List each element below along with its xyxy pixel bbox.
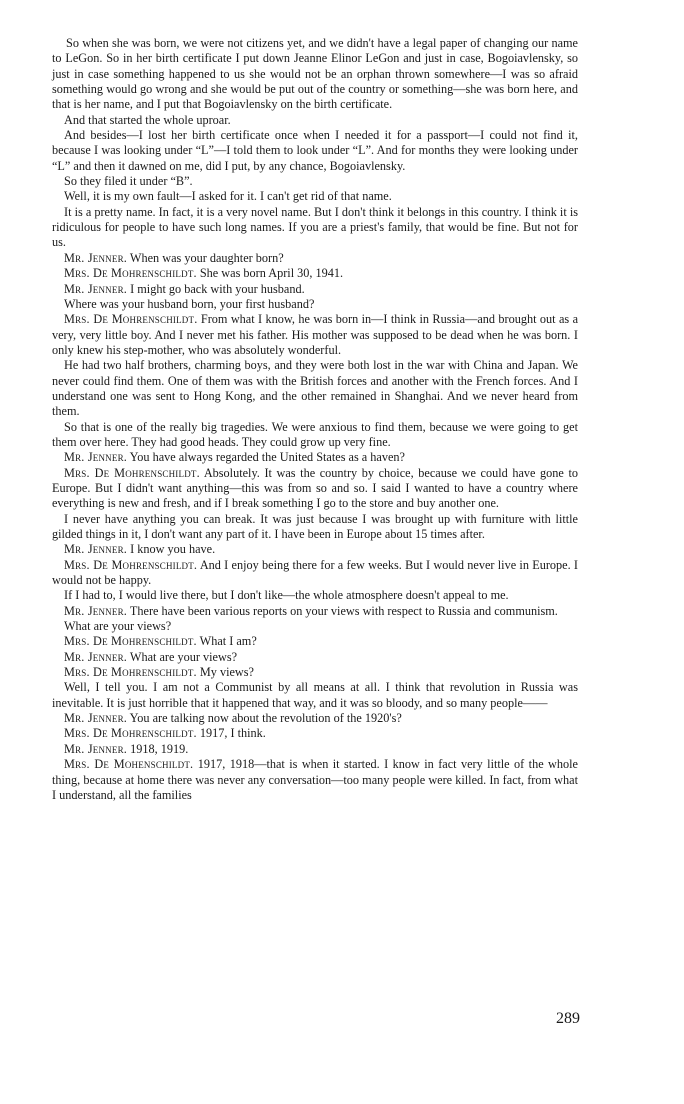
paragraph-text: Where was your husband born, your first husband? — [64, 296, 315, 311]
speaker-name: Mrs. De Mohrenschildt. — [64, 266, 197, 281]
paragraph-text: Well, I tell you. I am not a Communist by all means at all. I think that revolution in Russia was inevitable. It is just horrible that it happened that way, and it was so bloody, and so many people—— — [52, 680, 578, 710]
transcript-paragraph — [52, 128, 578, 174]
paragraph-text: It is a pretty name. In fact, it is a very novel name. But I don't think it belongs in this country. I think it is ridiculous for people to have such long names. If you are a priest's family, that would be fine. But not for us. — [52, 204, 578, 250]
transcript-paragraph — [52, 619, 578, 634]
paragraph-text: 1917, 1918—that is when it started. I know in fact very little of the whole thing, because at home there was never any conversation—too many people were killed. In fact, from what I understand, all the families — [52, 757, 578, 802]
transcript-paragraph — [52, 757, 578, 803]
paragraph-text: There have been various reports on your views with respect to Russia and communism. — [129, 603, 558, 618]
speaker-name: Mrs. De Mohrenschildt. — [64, 557, 198, 572]
transcript-paragraph — [52, 189, 578, 204]
transcript-paragraph — [52, 726, 578, 741]
speaker-name: Mrs. De Mohrenschildt. — [64, 634, 197, 649]
transcript-paragraph — [52, 205, 578, 251]
speaker-name: Mr. Jenner. — [64, 649, 128, 664]
paragraph-text: And besides—I lost her birth certificate once when I needed it for a passport—I could not find it, because I was looking under “L”—I told them to look under “L”. And for months they were looking under “L” and then it dawned on me, did I put, by any chance, Bogoiavlensky. — [52, 128, 578, 173]
transcript-paragraph — [52, 358, 578, 419]
transcript-paragraph — [52, 711, 578, 726]
transcript-paragraph — [52, 680, 578, 711]
paragraph-text: What are your views? — [64, 619, 172, 634]
transcript-paragraph — [52, 542, 578, 557]
paragraph-text: So that is one of the really big tragedies. We were anxious to find them, because we were going to get them over here. They had good heads. They could grow up very fine. — [52, 419, 578, 449]
speaker-name: Mrs. De Mohrenschildt. — [64, 312, 198, 327]
transcript-paragraph — [52, 251, 578, 266]
page-number: 289 — [556, 1010, 580, 1027]
paragraph-text: He had two half brothers, charming boys, and they were both lost in the war with China and Japan. We never could find them. One of them was with the British forces and another with the French forces. And I understand one was sent to Hong Kong, and the other remained in Shanghai. And we never heard from them. — [52, 358, 578, 419]
transcript-paragraph — [52, 512, 578, 543]
transcript-paragraph — [52, 450, 578, 465]
speaker-name: Mr. Jenner. — [64, 741, 128, 756]
transcript-paragraph — [52, 604, 578, 619]
paragraph-text: What are your views? — [129, 649, 238, 664]
transcript-paragraph — [52, 588, 578, 603]
paragraph-text: And I enjoy being there for a few weeks. But I would never live in Europe. I would not be happy. — [52, 557, 578, 588]
speaker-name: Mr. Jenner. — [64, 542, 128, 557]
paragraph-text: So they filed it under “B”. — [64, 174, 193, 189]
paragraph-text: My views? — [199, 665, 254, 680]
transcript-paragraph — [52, 634, 578, 649]
paragraph-text: I never have anything you can break. It was just because I was brought up with furniture with little gilded things in it, I don't want any part of it. I have been in Europe about 15 times after. — [52, 511, 578, 541]
paragraph-text: And that started the whole uproar. — [64, 112, 231, 127]
paragraph-text: From what I know, he was born in—I think in Russia—and brought out as a very, very little boy. And I never met his father. His mother was supposed to be dead when he was born. I only knew his step-mother, who was absolutely wonderful. — [52, 312, 579, 357]
paragraph-text: Absolutely. It was the country by choice, because we could have gone to Europe. But I didn't want anything—this was from so and so. I said I wanted to have a country where everything is new and fresh, and if I break something I go to the store and buy another one. — [52, 465, 578, 511]
speaker-name: Mr. Jenner. — [64, 711, 128, 726]
transcript-paragraph — [52, 558, 578, 589]
transcript-paragraph — [52, 282, 578, 297]
paragraph-text: When was your daughter born? — [129, 250, 284, 265]
transcript-paragraph — [52, 665, 578, 680]
transcript-paragraph — [52, 36, 578, 113]
speaker-name: Mr. Jenner. — [64, 250, 128, 265]
paragraph-text: You are talking now about the revolution of the 1920's? — [129, 711, 402, 726]
paragraph-text: What I am? — [199, 634, 257, 649]
transcript-paragraph — [52, 297, 578, 312]
speaker-name: Mr. Jenner. — [64, 450, 128, 465]
transcript-paragraph — [52, 312, 578, 358]
transcript-paragraph — [52, 742, 578, 757]
paragraph-text: She was born April 30, 1941. — [199, 266, 344, 281]
speaker-name: Mrs. De Mohrenschildt. — [64, 665, 197, 680]
transcript-paragraph — [52, 466, 578, 512]
paragraph-text: 1917, I think. — [199, 726, 266, 741]
speaker-name: Mrs. De Mohrenschildt. — [64, 465, 200, 480]
transcript-paragraph — [52, 266, 578, 281]
speaker-name: Mrs. De Mohenschildt. — [64, 757, 194, 772]
transcript-paragraph — [52, 113, 578, 128]
paragraph-text: If I had to, I would live there, but I don't like—the whole atmosphere doesn't appeal to me. — [64, 588, 509, 603]
paragraph-text: I might go back with your husband. — [130, 281, 305, 296]
speaker-name: Mrs. De Mohrenschildt. — [64, 726, 197, 741]
transcript-page — [52, 36, 578, 803]
speaker-name: Mr. Jenner. — [64, 603, 128, 618]
transcript-paragraph — [52, 420, 578, 451]
speaker-name: Mr. Jenner. — [64, 281, 128, 296]
paragraph-text: 1918, 1919. — [130, 741, 189, 756]
paragraph-text: I know you have. — [130, 542, 216, 557]
paragraph-text: You have always regarded the United States as a haven? — [129, 450, 405, 465]
paragraph-text: Well, it is my own fault—I asked for it. I can't get rid of that name. — [64, 189, 392, 204]
paragraph-text: So when she was born, we were not citizens yet, and we didn't have a legal paper of changing our name to LeGon. So in her birth certificate I put down Jeanne Elinor LeGon and just in case, Bogoiavlensky, so just in case something happened to us she would not be an orphan thrown somewhere—I was so afraid something would go wrong and she would be put out of the country or something—she was born here, and that is her name, and I put that Bogoiavlensky on the birth certificate. — [52, 36, 578, 112]
transcript-paragraph — [52, 650, 578, 665]
transcript-paragraph — [52, 174, 578, 189]
